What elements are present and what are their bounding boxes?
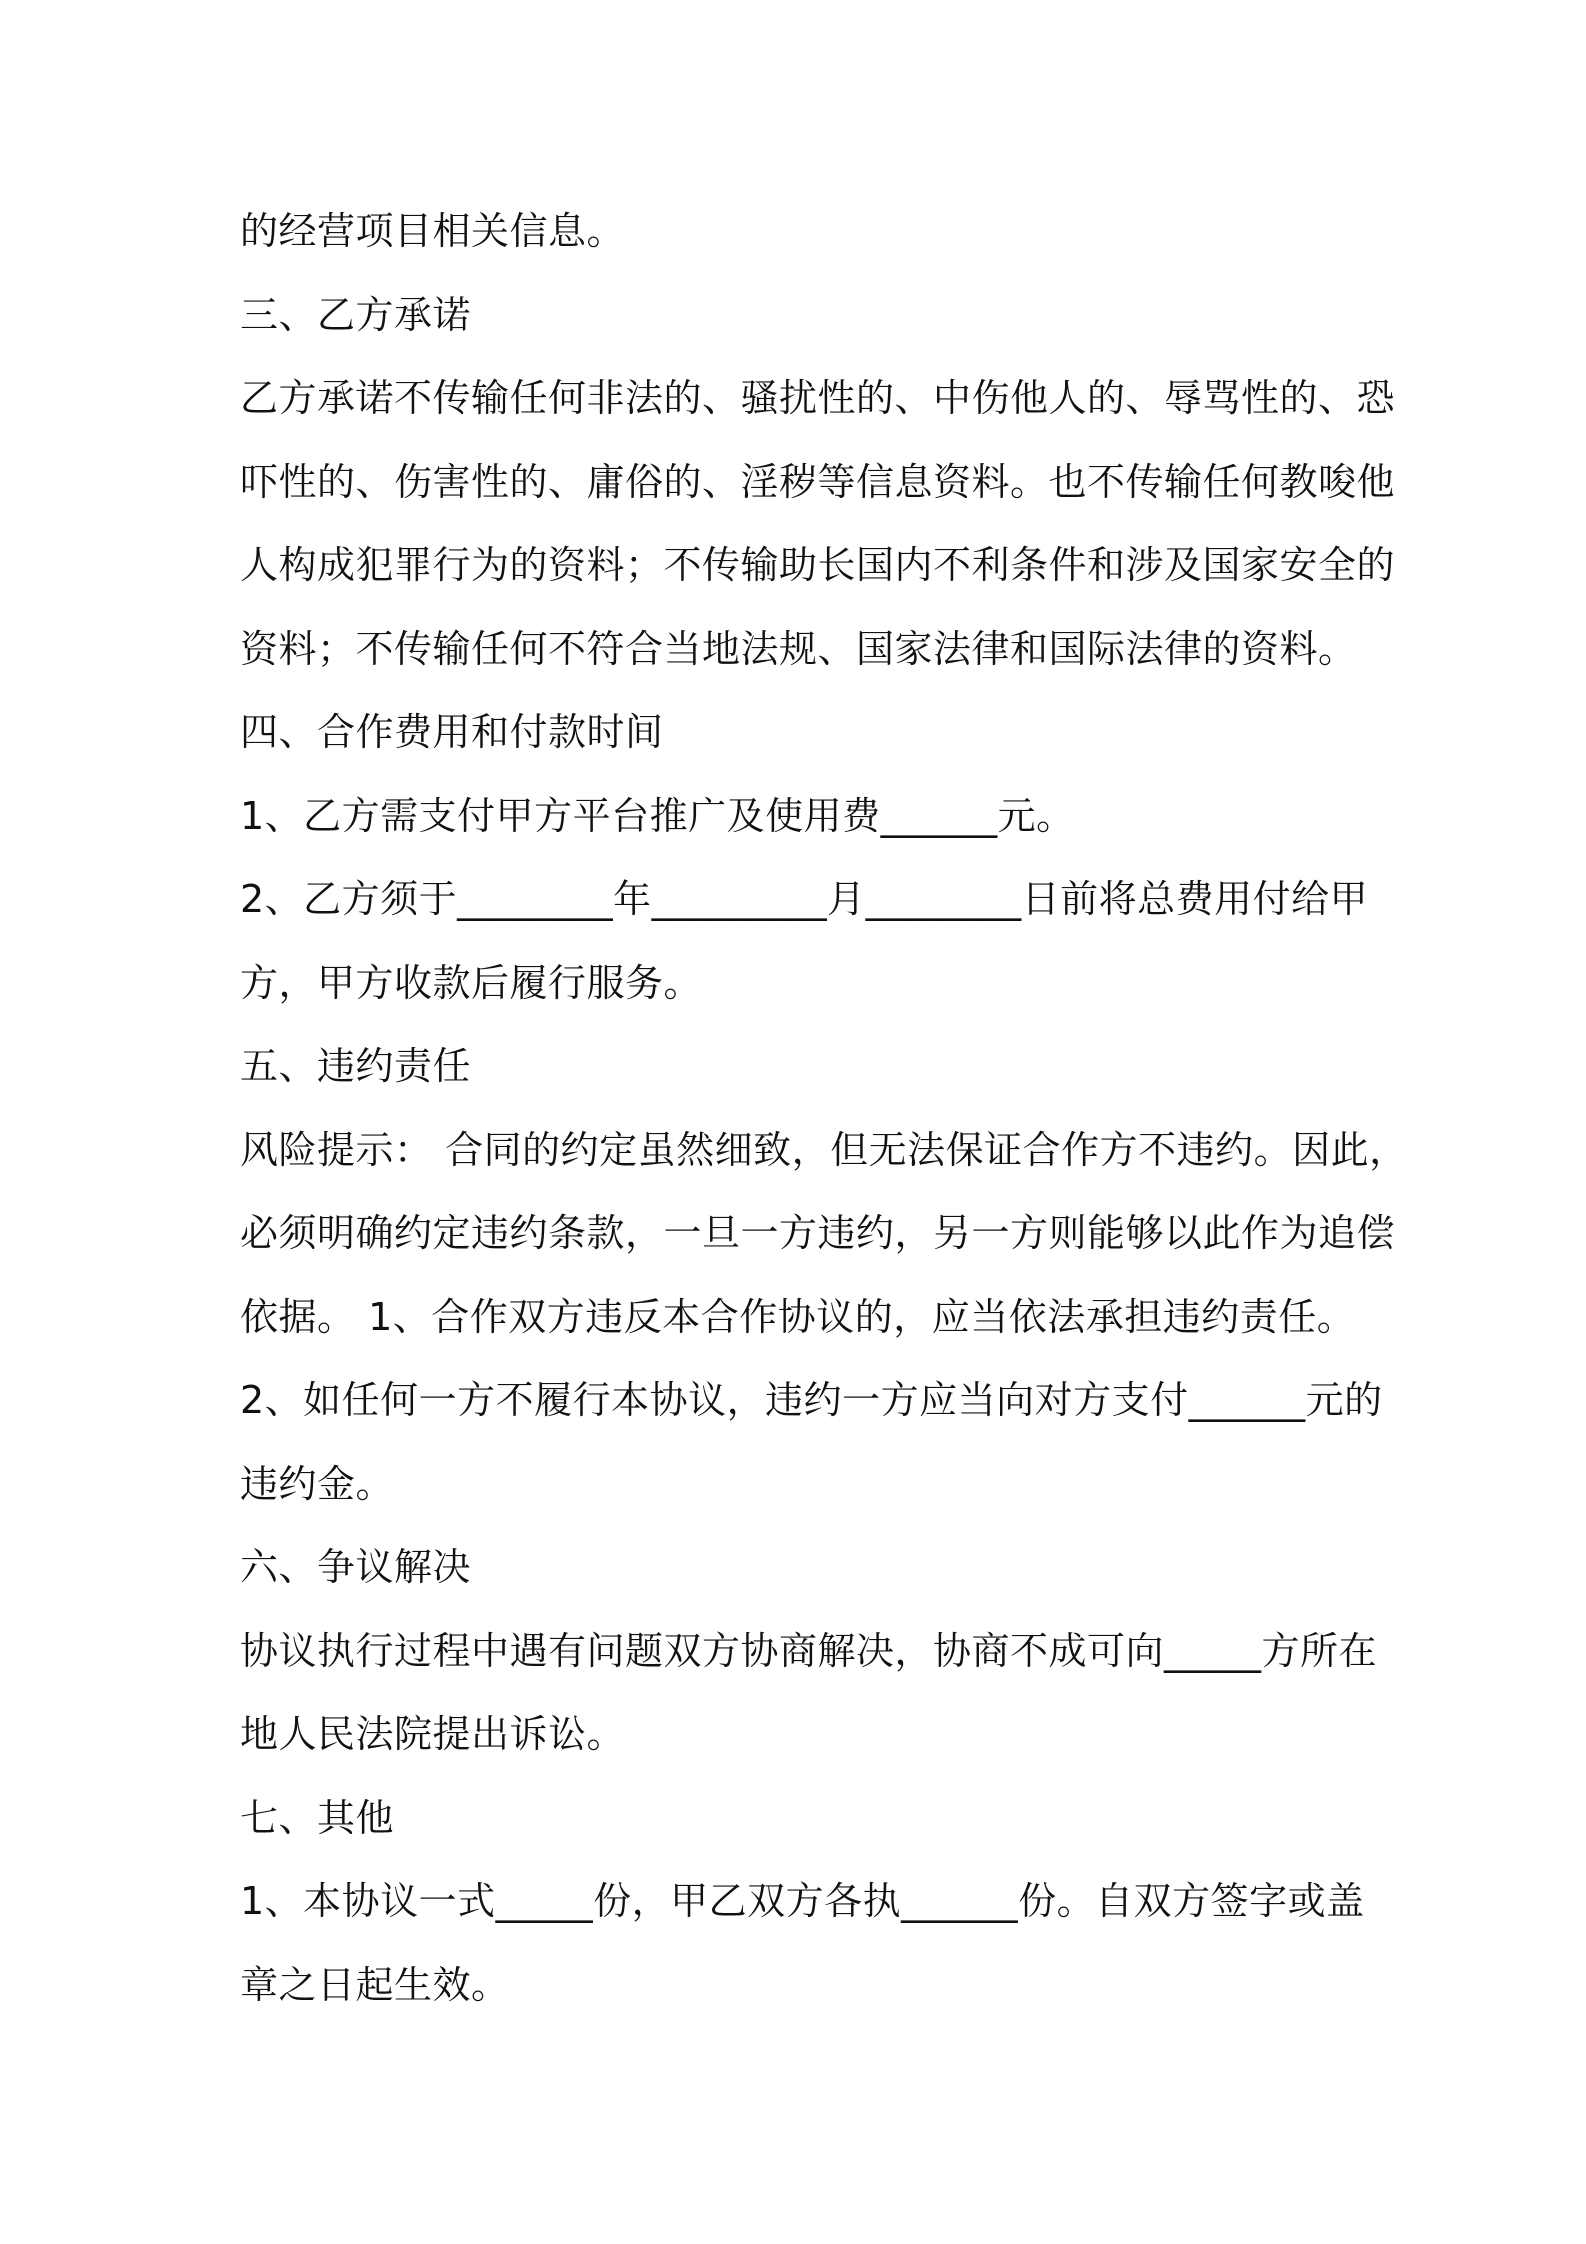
text-line: 乙方承诺不传输任何非法的、骚扰性的、中伤他人的、辱骂性的、恐 <box>240 376 1396 420</box>
section-heading: 七、其他 <box>240 1795 395 1840</box>
text-line: 吓性的、伤害性的、庸俗的、淫秽等信息资料。也不传输任何教唆他 <box>240 459 1396 504</box>
text-line: 章之日起生效。 <box>240 1962 510 2007</box>
section-heading: 六、争议解决 <box>240 1545 472 1589</box>
text-line: 违约金。 <box>240 1461 395 1506</box>
section-heading: 五、违约责任 <box>240 1044 472 1088</box>
text-line: 依据。 1、合作双方违反本合作协议的，应当依法承担违约责任。 <box>240 1294 1356 1339</box>
text-line: 资料；不传输任何不符合当地法规、国家法律和国际法律的资料。 <box>240 626 1357 671</box>
text-line: 的经营项目相关信息。 <box>240 209 626 253</box>
document-body <box>240 190 1408 2027</box>
text-line: 方，甲方收款后履行服务。 <box>240 960 703 1005</box>
text-line: 1、乙方需支付甲方平台推广及使用费______元。 <box>240 793 1075 838</box>
text-line: 协议执行过程中遇有问题双方协商解决，协商不成可向_____方所在 <box>240 1628 1378 1673</box>
text-line: 必须明确约定违约条款，一旦一方违约，另一方则能够以此作为追偿 <box>240 1211 1396 1255</box>
text-line: 2、乙方须于________年_________月________日前将总费用付给甲 <box>240 877 1369 921</box>
text-line: 人构成犯罪行为的资料；不传输助长国内不利条件和涉及国家安全的 <box>240 543 1396 587</box>
section-heading: 四、合作费用和付款时间 <box>240 710 664 754</box>
text-line: 1、本协议一式_____份，甲乙双方各执______份。自双方签字或盖 <box>240 1879 1365 1923</box>
text-line: 2、如任何一方不履行本协议，违约一方应当向对方支付______元的 <box>240 1378 1383 1422</box>
text-line: 风险提示： 合同的约定虽然细致，但无法保证合作方不违约。因此， <box>240 1127 1408 1172</box>
text-line: 地人民法院提出诉讼。 <box>240 1712 626 1756</box>
section-heading: 三、乙方承诺 <box>240 292 472 337</box>
